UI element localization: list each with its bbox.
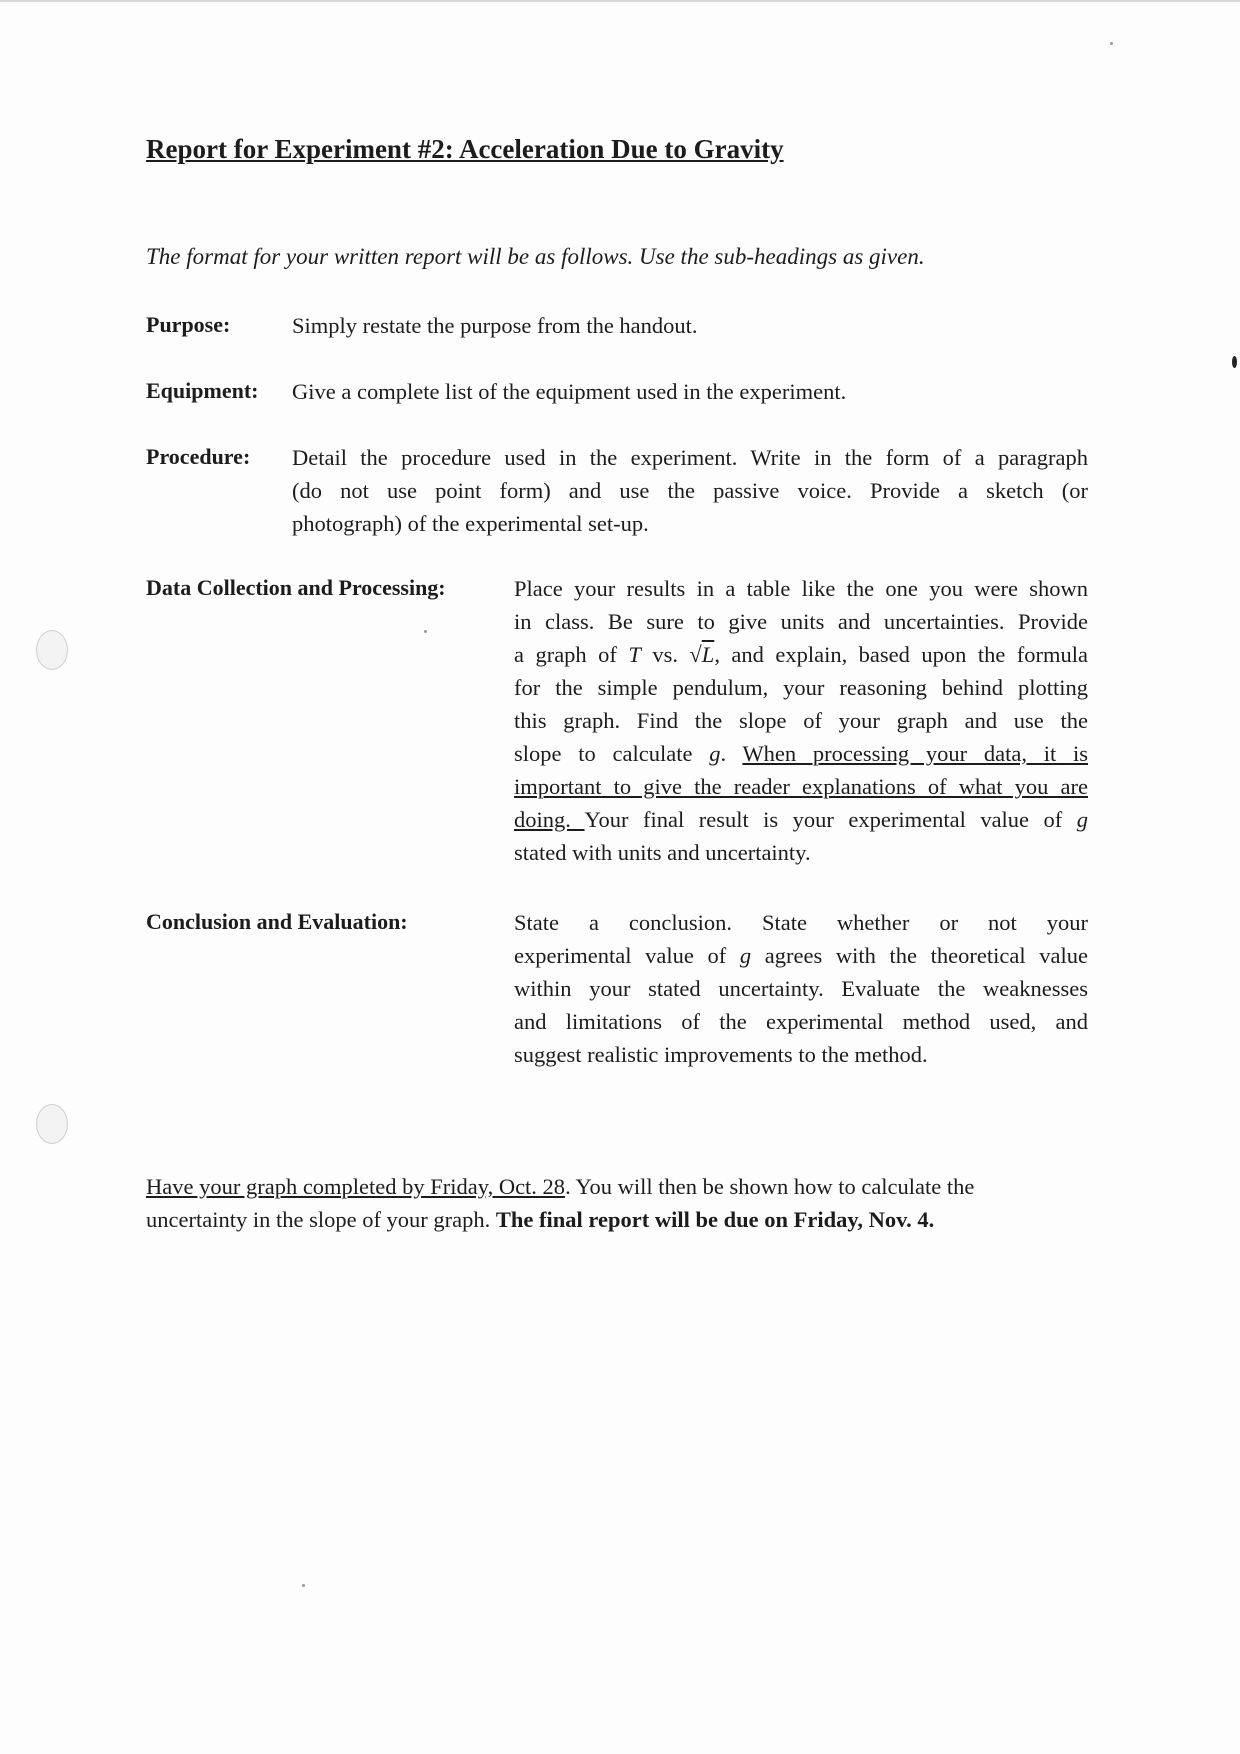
footer-line: Have your graph completed by Friday, Oct. 28. You will then be shown how to calculate the <box>146 1174 975 1199</box>
footer-line: uncertainty in the slope of your graph. The final report will be due on Friday, Nov. 4. <box>146 1207 935 1232</box>
equipment-text: Give a complete list of the equipment used in the experiment. <box>292 379 847 404</box>
procedure-line: Detail the procedure used in the experiment. Write in the form of a paragraph <box>292 445 1088 470</box>
data-line: doing. Your final result is your experimental value of g <box>514 807 1088 832</box>
intro-text: The format for your written report will be as follows. Use the sub-headings as given. <box>146 244 925 269</box>
page-title: Report for Experiment #2: Acceleration Due to Gravity <box>146 134 784 164</box>
conclusion-line: suggest realistic improvements to the method. <box>514 1042 928 1067</box>
binder-hole-lower <box>36 1104 68 1144</box>
conclusion-line: State a conclusion. State whether or not your <box>514 910 1088 935</box>
purpose-text: Simply restate the purpose from the handout. <box>292 313 698 338</box>
procedure-line: (do not use point form) and use the passive voice. Provide a sketch (or <box>292 478 1088 503</box>
scan-speck <box>424 630 427 633</box>
scan-speck <box>302 1584 305 1587</box>
due-date-notice: The final report will be due on Friday, Nov. 4. <box>495 1207 935 1232</box>
data-line: a graph of T vs. √L, and explain, based upon the formula <box>514 642 1089 667</box>
equipment-label: Equipment: <box>146 378 259 403</box>
data-line: for the simple pendulum, your reasoning behind plotting <box>514 675 1088 700</box>
conclusion-text <box>514 906 1088 1071</box>
purpose-label: Purpose: <box>146 312 231 337</box>
binder-hole-upper <box>36 630 68 670</box>
conclusion-line: within your stated uncertainty. Evaluate the weaknesses <box>514 976 1088 1001</box>
data-line: Place your results in a table like the one you were shown <box>514 576 1088 601</box>
data-line: this graph. Find the slope of your graph and use the <box>514 708 1088 733</box>
data-line: slope to calculate g. When processing your data, it is <box>514 741 1089 766</box>
data-line: in class. Be sure to give units and uncertainties. Provide <box>514 609 1088 634</box>
scan-speck <box>1110 42 1113 45</box>
data-line: stated with units and uncertainty. <box>514 840 811 865</box>
scan-mark <box>1232 356 1237 368</box>
data-line: important to give the reader explanations of what you are <box>514 774 1088 799</box>
conclusion-line: experimental value of g agrees with the theoretical value <box>514 943 1088 968</box>
data-collection-label: Data Collection and Processing: <box>146 575 446 600</box>
footer-note <box>146 1170 1086 1236</box>
data-collection-text <box>514 572 1088 869</box>
procedure-line: photograph) of the experimental set-up. <box>292 511 649 536</box>
conclusion-line: and limitations of the experimental method used, and <box>514 1009 1088 1034</box>
conclusion-label: Conclusion and Evaluation: <box>146 909 408 934</box>
procedure-label: Procedure: <box>146 444 251 469</box>
procedure-text <box>292 441 1088 540</box>
scan-edge <box>0 0 1240 2</box>
